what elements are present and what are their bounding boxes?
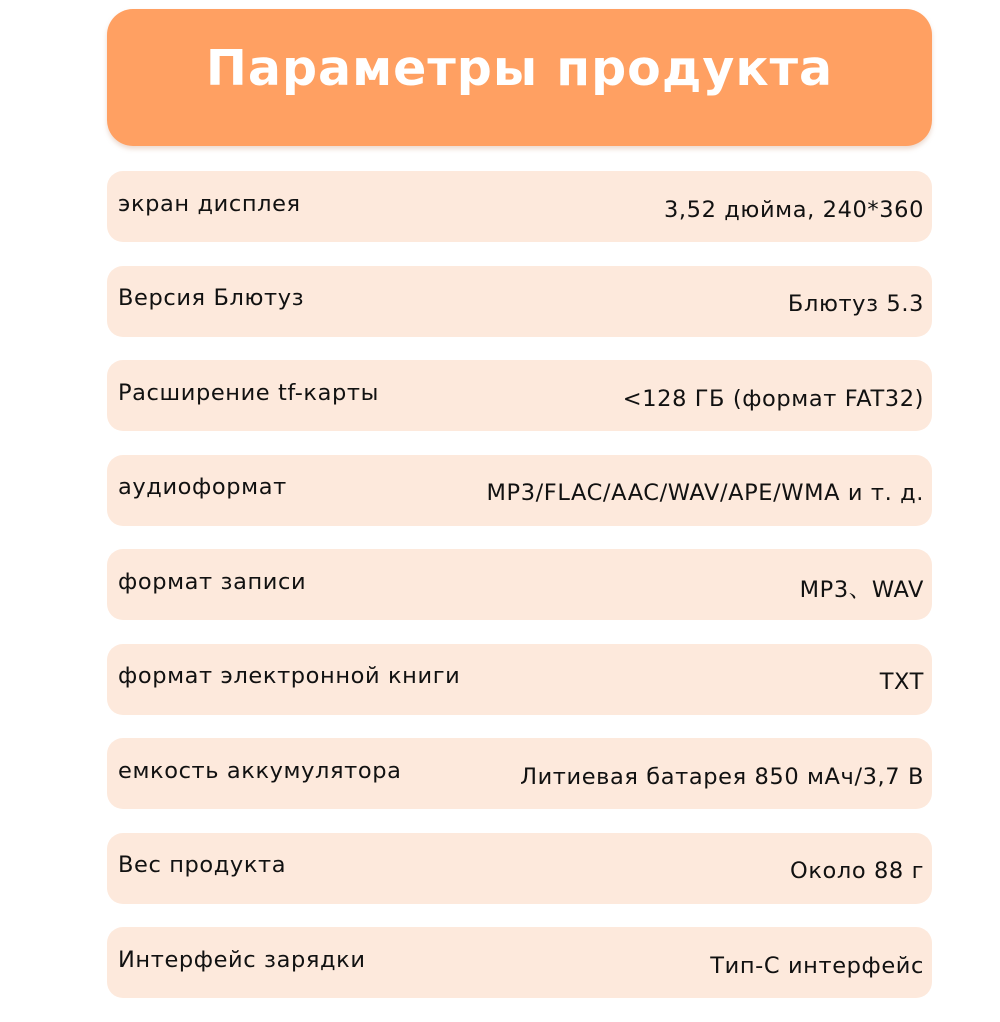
spec-label: формат электронной книги [118,663,461,689]
spec-value: Тип-С интерфейс [710,952,924,979]
spec-row-ebook-format [107,644,932,715]
spec-row-product-weight [107,833,932,904]
specs-table [107,171,932,1022]
spec-row-charging-interface [107,927,932,998]
spec-row-audio-format [107,455,932,526]
spec-row-tf-card-expansion [107,360,932,431]
spec-label: аудиоформат [118,474,287,500]
spec-value: Блютуз 5.3 [787,291,924,317]
spec-label: формат записи [118,568,307,595]
spec-value: Литиевая батарея 850 мАч/3,7 В [520,763,924,790]
spec-row-battery-capacity [107,738,932,809]
spec-value: Около 88 г [790,858,924,884]
spec-label: Расширение tf-карты [118,379,379,406]
spec-value: MP3、WAV [799,576,924,603]
spec-label: Версия Блютуз [118,285,305,311]
spec-value: MP3/FLAC/AAC/WAV/APE/WMA и т. д. [486,480,924,506]
spec-value: 3,52 дюйма, 240*360 [664,196,924,223]
spec-value: TXT [879,669,924,695]
spec-row-recording-format [107,549,932,620]
spec-label: экран дисплея [118,190,301,217]
spec-row-display-screen [107,171,932,242]
page-title: Параметры продукта [205,40,834,97]
spec-label: емкость аккумулятора [118,757,402,784]
product-specs-header [107,9,932,146]
spec-label: Интерфейс зарядки [118,946,366,973]
spec-label: Вес продукта [118,852,287,878]
spec-value: <128 ГБ (формат FAT32) [622,385,924,412]
spec-row-bluetooth-version [107,266,932,337]
